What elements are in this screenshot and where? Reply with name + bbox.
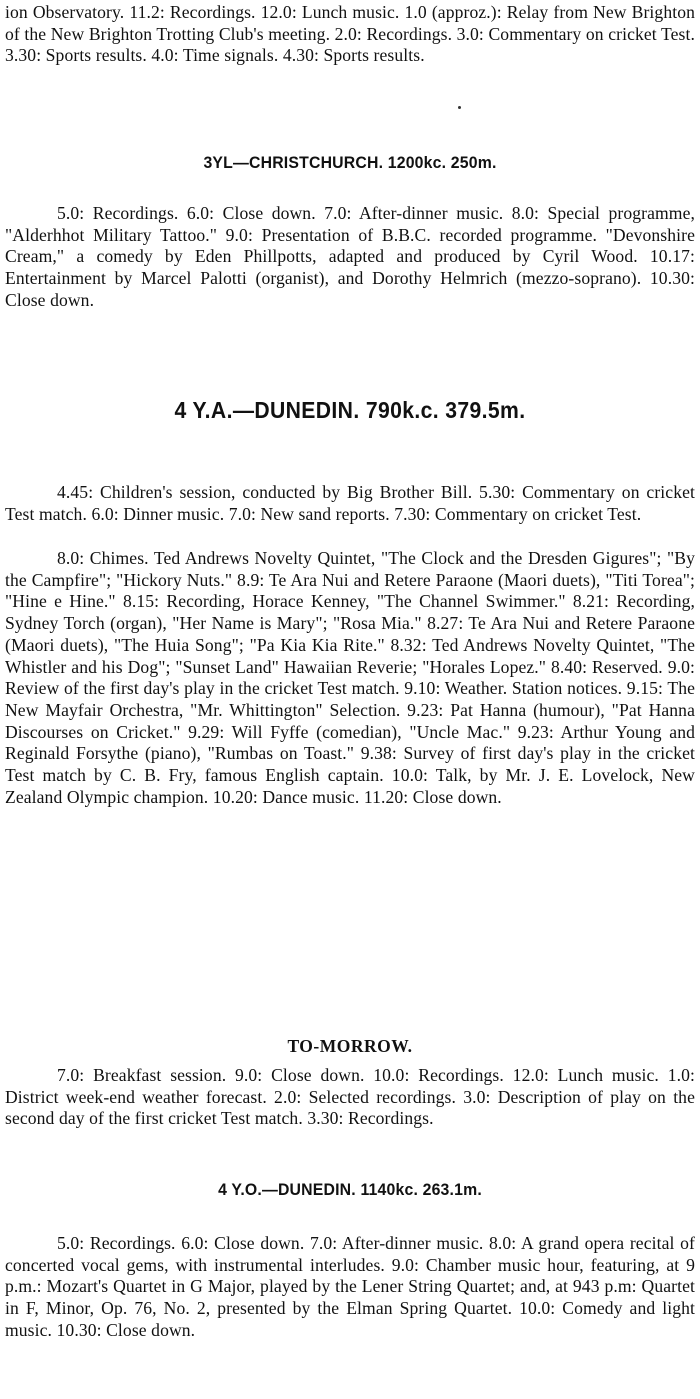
print-speck: [458, 106, 461, 109]
station-heading-4ya: 4 Y.A.—DUNEDIN. 790k.c. 379.5m.: [174, 397, 526, 423]
station-4yo-programme-paragraph: 5.0: Recordings. 6.0: Close down. 7.0: After-dinner music. 8.0: A grand opera recital of concerted vocal gems, with instrumental interludes. 9.0: Chamber music hour, featuring, at 9 p.m.: Mozart's Quartet in G Major, played by the Lener String Quartet; and, at 943 p.m: Quartet in F, Minor, Op. 76, No. 2, presented by the Elman Spring Quartet. 10.0: Comedy and light music. 10.30: Close down.: [5, 1233, 695, 1340]
tomorrow-subheading: TO-MORROW.: [287, 1036, 413, 1056]
station-4ya-afternoon-paragraph: 4.45: Children's session, conducted by Big Brother Bill. 5.30: Commentary on cricket Test match. 6.0: Dinner music. 7.0: New sand reports. 7.30: Commentary on cricket Test.: [5, 482, 695, 524]
continued-programme-paragraph: ion Observatory. 11.2: Recordings. 12.0: Lunch music. 1.0 (approz.): Relay from New Brighton of the New Brighton Trotting Club's meeting. 2.0: Recordings. 3.0: Commentary on cricket Test. 3.30: Sports results. 4.0: Time signals. 4.30: Sports results.: [5, 2, 695, 66]
station-heading-3yl: 3YL—CHRISTCHURCH. 1200kc. 250m.: [203, 153, 497, 172]
station-heading-4yo: 4 Y.O.—DUNEDIN. 1140kc. 263.1m.: [218, 1180, 482, 1199]
station-4ya-evening-paragraph: 8.0: Chimes. Ted Andrews Novelty Quintet, "The Clock and the Dresden Gigures"; "By the Campfire"; "Hickory Nuts." 8.9: Te Ara Nui and Retere Paraone (Maori duets), "Titi Torea"; "Hine e Hine." 8.15: Recording, Horace Kenney, "The Channel Swimmer." 8.21: Recording, Sydney Torch (organ), "Her Name is Mary"; "Rosa Mia." 8.27: Te Ara Nui and Retere Paraone (Maori duets), "The Huia Song"; "Pa Kia Kia Rite." 8.32: Ted Andrews Novelty Quintet, "The Whistler and his Dog"; "Sunset Land" Hawaiian Reverie; "Horales Lopez." 8.40: Reserved. 9.0: Review of the first day's play in the cricket Test match. 9.10: Weather. Station notices. 9.15: The New Mayfair Orchestra, "Mr. Whittington" Selection. 9.23: Pat Hanna (humour), "Pat Hanna Discourses on Cricket." 9.29: Will Fyffe (comedian), "Uncle Mac." 9.23: Arthur Young and Reginald Forsythe (piano), "Rumbas on Toast." 9.38: Survey of first day's play in the cricket Test match by C. B. Fry, famous English captain. 10.0: Talk, by Mr. J. E. Lovelock, New Zealand Olympic champion. 10.20: Dance music. 11.20: Close down.: [5, 548, 695, 807]
station-3yl-programme-paragraph: 5.0: Recordings. 6.0: Close down. 7.0: After-dinner music. 8.0: Special programme, "Alderhhot Military Tattoo." 9.0: Presentation of B.B.C. recorded programme. "Devonshire Cream," a comedy by Eden Phillpotts, adapted and produced by Cyril Wood. 10.17: Entertainment by Marcel Palotti (organist), and Dorothy Helmrich (mezzo-soprano). 10.30: Close down.: [5, 203, 695, 310]
tomorrow-programme-paragraph: 7.0: Breakfast session. 9.0: Close down. 10.0: Recordings. 12.0: Lunch music. 1.0: District week-end weather forecast. 2.0: Selected recordings. 3.0: Description of play on the second day of the first cricket Test match. 3.30: Recordings.: [5, 1065, 695, 1129]
